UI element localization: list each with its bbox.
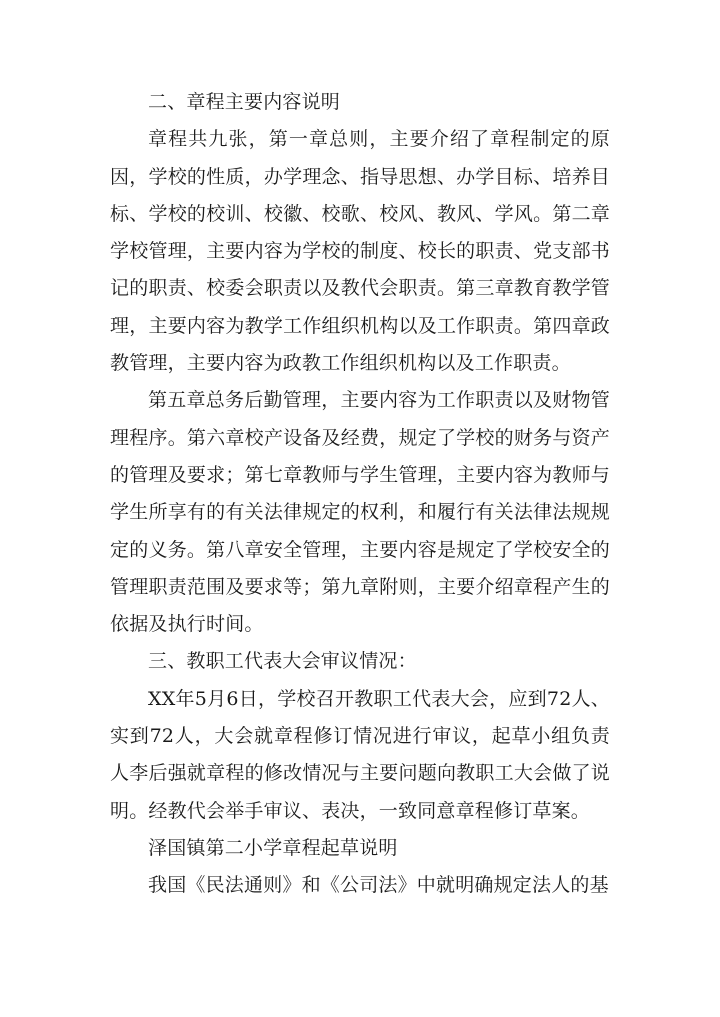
document-title: 泽国镇第二小学章程起草说明 <box>148 836 398 859</box>
paragraph-chapters-1-4: 章程共九张，第一章总则，主要介绍了章程制定的原因，学校的性质，办学理念、指导思想、办学目标、培养目标、学校的校训、校徽、校歌、校风、教风、学风。第二章学校管理，主要内容为学校的制度、校长的职责、党支部书记的职责、校委会职责以及教代会职责。第三章教育教学管理，主要内容为教学工作组织机构以及工作职责。第四章政教管理，主要内容为政教工作组织机构以及工作职责。 <box>110 128 610 375</box>
section-heading-2: 二、章程主要内容说明 <box>148 91 341 113</box>
paragraph-chapters-5-9: 第五章总务后勤管理，主要内容为工作职责以及财物管理程序。第六章校产设备及经费，规定了学校的财务与资产的管理及要求；第七章教师与学生管理，主要内容为教师与学生所享有的有关法律规定的权利，和履行有关法律法规规定的义务。第八章安全管理，主要内容是规定了学校安全的管理职责范围及要求等；第九章附则，主要介绍章程产生的依据及执行时间。 <box>110 389 610 636</box>
document-page <box>110 84 610 905</box>
section-heading-3: 三、教职工代表大会审议情况： <box>148 650 417 673</box>
paragraph-congress-review: XX年5月6日，学校召开教职工代表大会，应到72人、实到72人，大会就章程修订情况进行审议，起草小组负责人李后强就章程的修改情况与主要问题向教职工大会做了说明。经教代会举手审议、表决，一致同意章程修订草案。 <box>110 687 610 822</box>
paragraph-legal-basis: 我国《民法通则》和《公司法》中就明确规定法人的基 <box>148 874 609 897</box>
